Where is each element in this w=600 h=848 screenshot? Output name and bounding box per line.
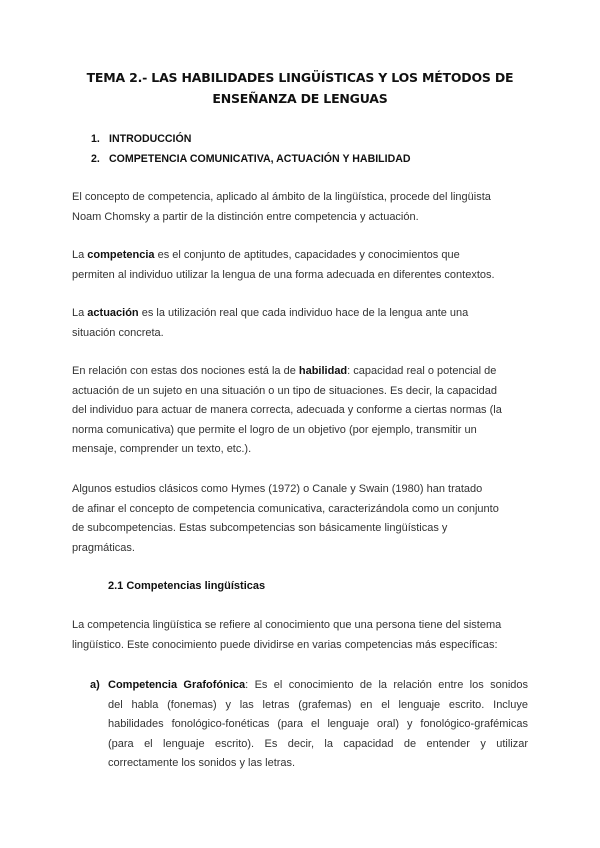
paragraph-competence-origin [72, 188, 532, 227]
text-line: El concepto de competencia, aplicado al ámbito de la lingüística, procede del lingüista [72, 191, 491, 203]
title-line-1: TEMA 2.- LAS HABILIDADES LINGÜÍSTICAS Y LOS MÉTODOS DE [86, 70, 514, 85]
text-line: La competencia lingüística se refiere al conocimiento que una persona tiene del sistema [72, 619, 502, 631]
text-line: Algunos estudios clásicos como Hymes (1972) o Canale y Swain (1980) han tratado [72, 483, 483, 495]
title-line-2: ENSEÑANZA DE LENGUAS [212, 91, 388, 106]
term-habilidad: habilidad [298, 365, 348, 377]
list-marker: a) [90, 679, 100, 691]
text-line: de afinar el concepto de competencia comunicativa, caracterizándola como un conjunto [72, 502, 499, 515]
text-line: (para el lenguaje escrito). Es decir, la capacidad de entender y utilizar [108, 737, 528, 750]
text-line: mensaje, comprender un texto, etc.). [72, 443, 252, 455]
text-line: actuación de un sujeto en una situación o un tipo de situaciones. Es decir, la capacidad [72, 384, 498, 397]
text-fragment: La [72, 307, 88, 319]
list-item-body [108, 676, 528, 774]
paragraph-competencia [72, 246, 532, 285]
text-line [72, 362, 532, 382]
term-actuacion: actuación [87, 307, 139, 319]
text-line: Noam Chomsky a partir de la distinción entre competencia y actuación. [72, 210, 419, 223]
text-line: de subcompetencias. Estas subcompetencias son básicamente lingüísticas y [72, 522, 448, 534]
toc-number: 1. [91, 133, 100, 145]
text-line: correctamente los sonidos y las letras. [108, 757, 296, 769]
text-line: situación concreta. [72, 326, 164, 339]
text-line: norma comunicativa) que permite el logro de un objetivo (por ejemplo, transmitir un [72, 423, 477, 436]
text-fragment: es la utilización real que cada individuo hace de la lengua ante una [138, 307, 469, 319]
text-fragment: En relación con estas dos nociones está la de [72, 365, 299, 377]
text-fragment: La [72, 249, 88, 261]
text-line: lingüístico. Este conocimiento puede dividirse en varias competencias más específicas: [72, 638, 498, 651]
toc-item [91, 153, 411, 165]
toc-label: INTRODUCCIÓN [109, 133, 192, 145]
text-line: del habla (fonemas) y las letras (grafemas) en el lenguaje escrito. Incluye [108, 698, 528, 711]
paragraph-classic-studies [72, 480, 532, 558]
text-fragment: es el conjunto de aptitudes, capacidades y conocimientos que [154, 249, 460, 261]
toc-number: 2. [91, 153, 100, 165]
text-line [72, 304, 532, 324]
text-line: permiten al individuo utilizar la lengua de una forma adecuada en diferentes contextos. [72, 268, 495, 281]
text-line [108, 676, 528, 696]
paragraph-actuacion [72, 304, 532, 343]
text-fragment: : Es el conocimiento de la relación entre los sonidos [245, 679, 529, 691]
paragraph-habilidad [72, 362, 532, 460]
term-grafofonica: Competencia Grafofónica [108, 679, 246, 691]
toc-item [91, 133, 191, 145]
paragraph-linguistic-competence [72, 616, 532, 655]
section-subheading: 2.1 Competencias lingüísticas [108, 580, 266, 592]
text-line: pragmáticas. [72, 541, 135, 554]
text-line: habilidades fonológico-fonéticas (para el lenguaje oral) y fonológico-grafémicas [108, 718, 528, 730]
toc-label: COMPETENCIA COMUNICATIVA, ACTUACIÓN Y HABILIDAD [109, 153, 411, 165]
term-competencia: competencia [87, 249, 155, 261]
text-line: del individuo para actuar de manera correcta, adecuada y conforme a ciertas normas (la [72, 404, 502, 416]
text-fragment: : capacidad real o potencial de [347, 365, 497, 377]
text-line [72, 246, 532, 266]
